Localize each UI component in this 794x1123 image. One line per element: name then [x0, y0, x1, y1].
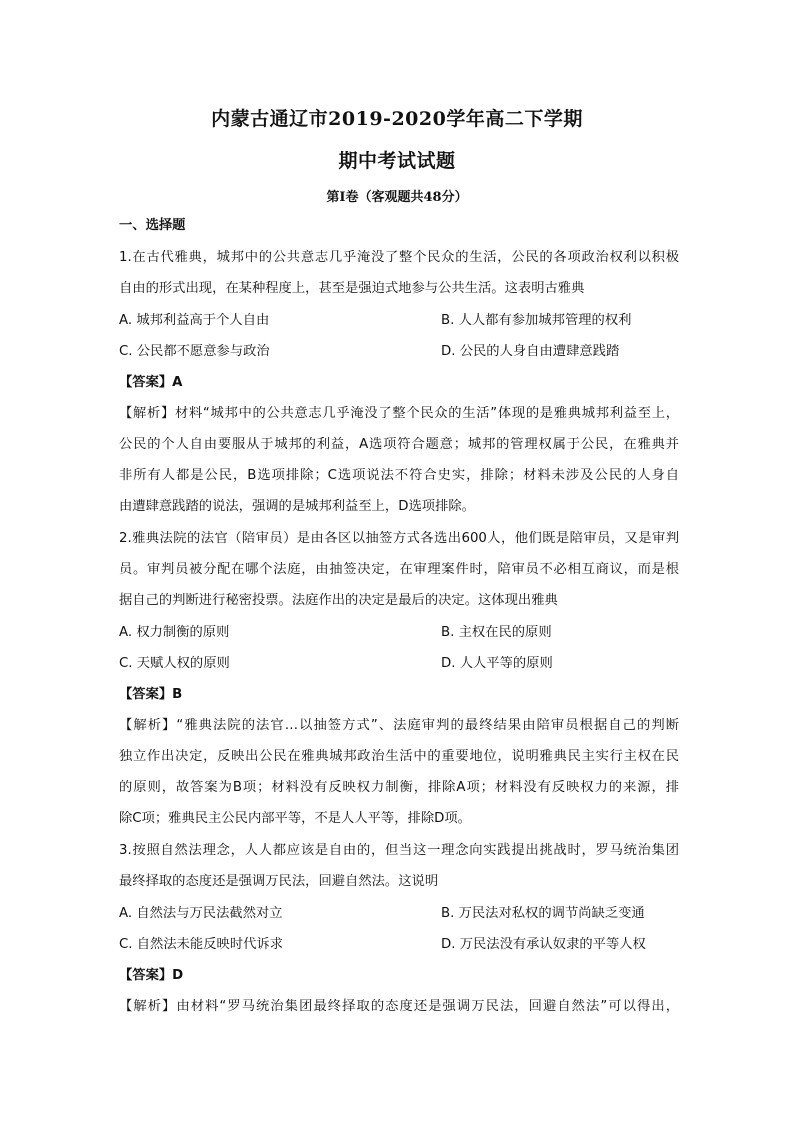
question-1-analysis-line-1: 【解析】材料“城邦中的公共意志几乎淹没了整个民众的生活”体现的是雅典城邦利益至上，	[119, 406, 679, 421]
page-subtitle: 期中考试试题	[338, 150, 456, 172]
question-1-analysis-line-4: 由遭肆意践踏的说法，强调的是城邦利益至上，D选项排除。	[119, 499, 475, 514]
question-2-answer: 【答案】B	[119, 687, 183, 702]
question-3-stem-line-2: 最终择取的态度还是强调万民法，回避自然法。这说明	[119, 874, 439, 889]
question-3-option-a: A. 自然法与万民法截然对立	[119, 906, 283, 921]
question-1-answer: 【答案】A	[119, 375, 183, 390]
question-2-option-a: A. 权力制衡的原则	[119, 625, 230, 640]
question-3-stem-line-1: 3.按照自然法理念，人人都应该是自由的，但当这一理念向实践提出挑战时，罗马统治集团	[119, 843, 679, 858]
question-2-analysis-line-2: 独立作出决定，反映出公民在雅典城邦政治生活中的重要地位，说明雅典民主实行主权在民	[119, 749, 679, 764]
question-2-option-d: D. 人人平等的原则	[441, 656, 553, 671]
question-2-option-b: B. 主权在民的原则	[441, 625, 552, 640]
question-2-stem-line-3: 据自己的判断进行秘密投票。法庭作出的决定是最后的决定。这体现出雅典	[119, 593, 558, 608]
question-3-analysis-line-1: 【解析】由材料“罗马统治集团最终择取的态度还是强调万民法，回避自然法”可以得出，	[119, 999, 679, 1014]
volume-heading: 第I卷（客观题共48分）	[326, 190, 468, 205]
section-heading: 一、选择题	[119, 218, 186, 233]
question-1-option-b: B. 人人都有参加城邦管理的权利	[441, 313, 632, 328]
question-3-answer: 【答案】D	[119, 968, 184, 983]
question-1-analysis-line-3: 非所有人都是公民，B选项排除；C选项说法不符合史实，排除；材料未涉及公民的人身自	[119, 468, 679, 483]
question-2-stem-line-1: 2.雅典法院的法官（陪审员）是由各区以抽签方式各选出600人，他们既是陪审员，又是审判	[119, 531, 679, 546]
question-2-option-c: C. 天赋人权的原则	[119, 656, 230, 671]
question-1-analysis-line-2: 公民的个人自由要服从于城邦的利益，A选项符合题意；城邦的管理权属于公民，在雅典并	[119, 437, 679, 452]
question-1-option-c: C. 公民都不愿意参与政治	[119, 344, 270, 359]
question-1-stem-line-2: 自由的形式出现，在某种程度上，甚至是强迫式地参与公共生活。这表明古雅典	[119, 281, 585, 296]
question-3-option-b: B. 万民法对私权的调节尚缺乏变通	[441, 906, 645, 921]
question-1-stem-line-1: 1.在古代雅典，城邦中的公共意志几乎淹没了整个民众的生活，公民的各项政治权利以积极	[119, 250, 679, 265]
question-2-analysis-line-3: 的原则，故答案为B项；材料没有反映权力制衡，排除A项；材料没有反映权力的来源，排	[119, 780, 679, 795]
question-2-stem-line-2: 员。审判员被分配在哪个法庭，由抽签决定，在审理案件时，陪审员不必相互商议，而是根	[119, 562, 679, 577]
question-3-option-c: C. 自然法未能反映时代诉求	[119, 937, 284, 952]
question-1-option-d: D. 公民的人身自由遭肆意践踏	[441, 344, 620, 359]
question-1-option-a: A. 城邦利益高于个人自由	[119, 313, 270, 328]
question-2-analysis-line-4: 除C项；雅典民主公民内部平等，不是人人平等，排除D项。	[119, 811, 471, 826]
page-title: 内蒙古通辽市2019-2020学年高二下学期	[211, 108, 583, 130]
question-2-analysis-line-1: 【解析】“雅典法院的法官…以抽签方式”、法庭审判的最终结果由陪审员根据自己的判断	[119, 718, 679, 733]
question-3-option-d: D. 万民法没有承认奴隶的平等人权	[441, 937, 646, 952]
